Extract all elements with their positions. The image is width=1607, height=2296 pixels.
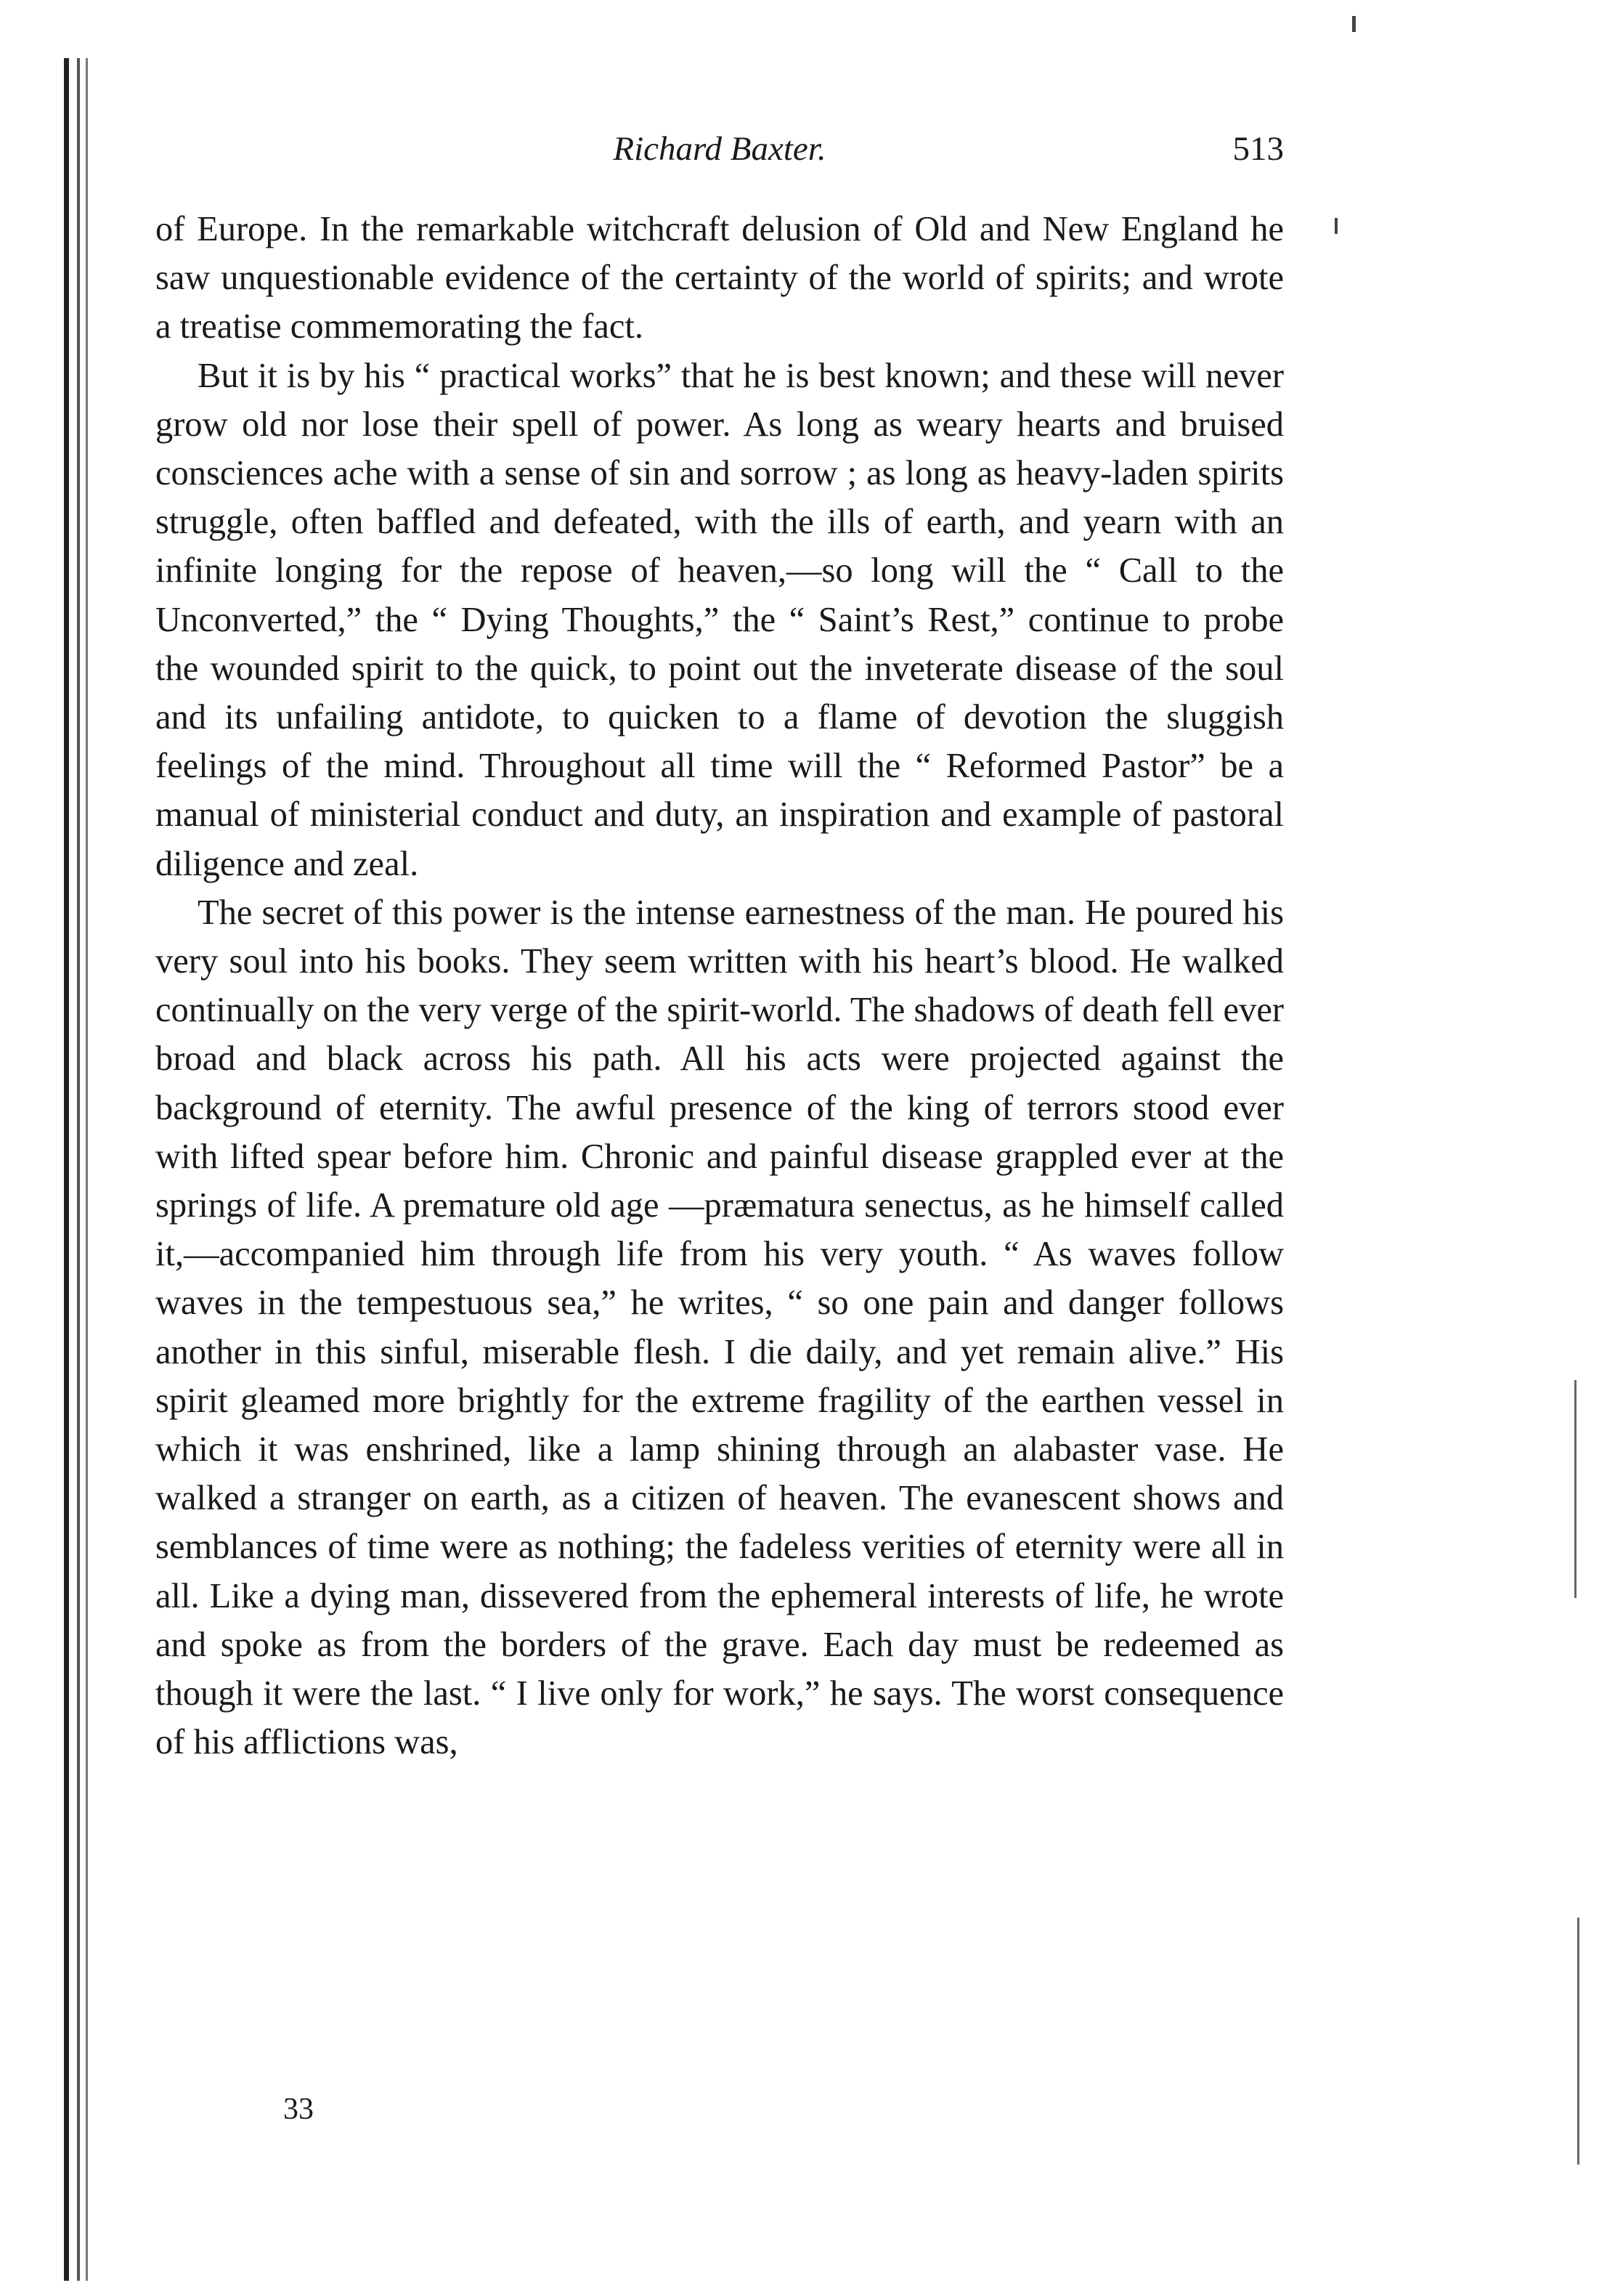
scan-speck bbox=[1577, 1918, 1579, 2165]
paragraph: The secret of this power is the intense earnestness of the man. He poured his very soul into his books. They seem written with his heart’s blood. He walked continually on the very verge of the spirit-world. The shadows of death fell ever broad and black across his path. All his acts were projected against the background of eternity. The awful presence of the king of terrors stood ever with lifted spear before him. Chronic and painful disease grappled ever at the springs of life. A premature old age —præmatura senectus, as he himself called it,—accompanied him through life from his very youth. “ As waves follow waves in the tempestuous sea,” he writes, “ so one pain and danger follows another in this sinful, miserable flesh. I die daily, and yet remain alive.” His spirit gleamed more brightly for the extreme fragility of the earthen vessel in which it was enshrined, like a lamp shining through an alabaster vase. He walked a stranger on earth, as a citizen of heaven. The evanescent shows and semblances of time were as nothing; the fadeless verities of eternity were all in all. Like a dying man, dissevered from the ephemeral interests of life, he wrote and spoke as from the borders of the grave. Each day must be redeemed as though it were the last. “ I live only for work,” he says. The worst consequence of his afflictions was, bbox=[155, 893, 1284, 1762]
binding-edge bbox=[13, 58, 93, 2281]
scan-speck bbox=[1335, 218, 1338, 234]
page-number: 513 bbox=[1232, 130, 1284, 168]
page-header bbox=[155, 129, 1284, 180]
paragraph: of Europe. In the remarkable witchcraft delusion of Old and New England he saw unquestionable evidence of the certainty of the world of spirits; and wrote a treatise commemorating the fact. bbox=[155, 210, 1284, 346]
scan-speck bbox=[1352, 16, 1356, 32]
signature-mark: 33 bbox=[283, 2093, 314, 2126]
running-title: Richard Baxter. bbox=[613, 130, 826, 168]
scan-speck bbox=[1574, 1380, 1577, 1598]
paragraph: But it is by his “ practical works” that he is best known; and these will never grow old nor lose their spell of power. As long as weary hearts and bruised consciences ache with a sense of sin and sorrow ; as long as heavy-laden spirits struggle, often baffled and defeated, with the ills of earth, and yearn with an infinite longing for the repose of heaven,—so long will the “ Call to the Unconverted,” the “ Dying Thoughts,” the “ Saint’s Rest,” continue to probe the wounded spirit to the quick, to point out the inveterate disease of the soul and its unfailing antidote, to quicken to a flame of devotion the sluggish feelings of the mind. Throughout all time will the “ Reformed Pastor” be a manual of ministerial conduct and duty, an inspiration and example of pastoral diligence and zeal. bbox=[155, 356, 1284, 883]
body-text bbox=[155, 205, 1284, 1767]
